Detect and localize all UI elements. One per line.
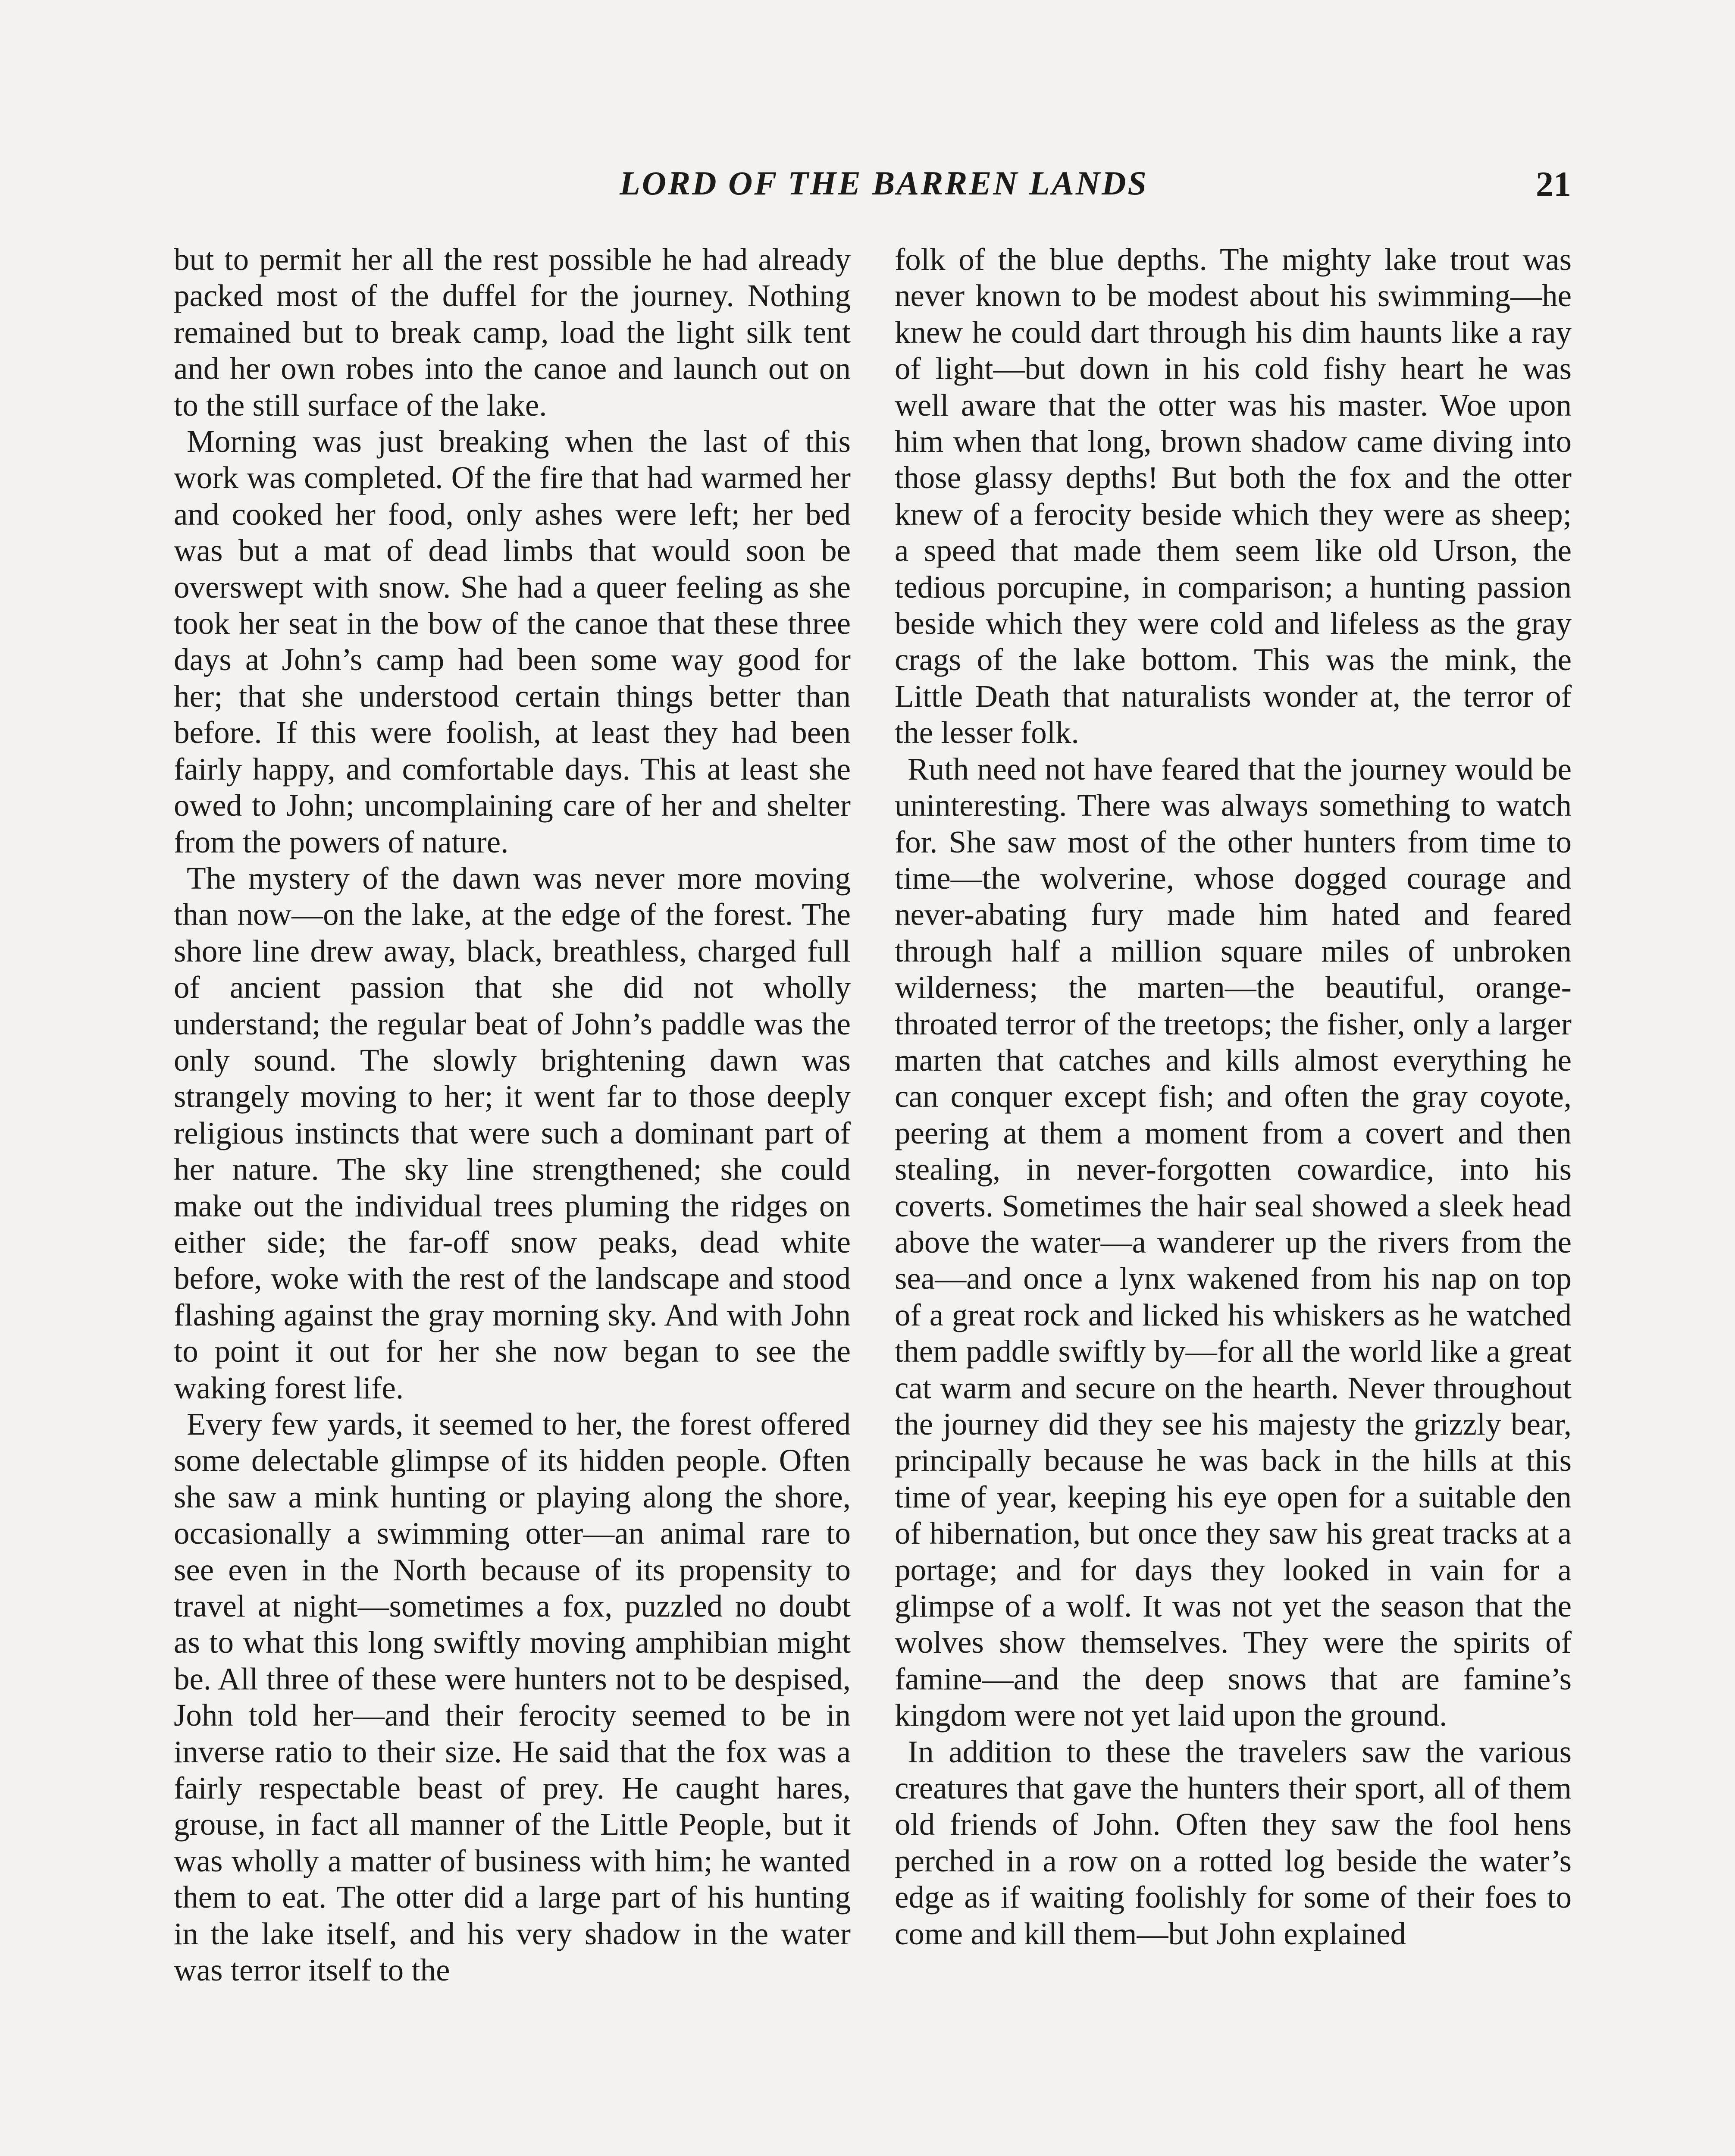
paragraph: but to permit her all the rest possible he had already packed most of the duffel for the journey. Nothing remained but to break camp, load the light silk tent and her own robes into the canoe and launch out on to the still surface of the lake. xyxy=(174,242,851,423)
paragraph: Ruth need not have feared that the journey would be uninteresting. There was always something to watch for. She saw most of the other hunters from time to time—the wolverine, whose dogged courage and never-abating fury made him hated and feared through half a million square miles of unbroken wilderness; the marten—the beautiful, orange-throated terror of the treetops; the fisher, only a larger marten that catches and kills almost everything he can conquer except fish; and often the gray coyote, peering at them a moment from a covert and then stealing, in never-forgotten cowardice, into his coverts. Sometimes the hair seal showed a sleek head above the water—a wanderer up the rivers from the sea—and once a lynx wakened from his nap on top of a great rock and licked his whiskers as he watched them paddle swiftly by—for all the world like a great cat warm and secure on the hearth. Never throughout the journey did they see his majesty the grizzly bear, principally because he was back in the hills at this time of year, keeping his eye open for a suitable den of hibernation, but once they saw his great tracks at a portage; and for days they looked in vain for a glimpse of a wolf. It was not yet the season that the wolves show themselves. They were the spirits of famine—and the deep snows that are famine’s kingdom were not yet laid upon the ground. xyxy=(895,751,1572,1733)
paragraph: The mystery of the dawn was never more moving than now—on the lake, at the edge of the forest. The shore line drew away, black, breathless, charged full of ancient passion that she did not wholly understand; the regular beat of John’s paddle was the only sound. The slowly brightening dawn was strangely moving to her; it went far to those deeply religious instincts that were such a dominant part of her nature. The sky line strengthened; she could make out the individual trees pluming the ridges on either side; the far-off snow peaks, dead white before, woke with the rest of the landscape and stood flashing against the gray morning sky. And with John to point it out for her she now began to see the waking forest life. xyxy=(174,860,851,1405)
paragraph: folk of the blue depths. The mighty lake trout was never known to be modest about his swimming—he knew he could dart through his dim haunts like a ray of light—but down in his cold fishy heart he was well aware that the otter was his master. Woe upon him when that long, brown shadow came diving into those glassy depths! But both the fox and the otter knew of a ferocity beside which they were as sheep; a speed that made them seem like old Urson, the tedious porcupine, in comparison; a hunting passion beside which they were cold and lifeless as the gray crags of the lake bottom. This was the mink, the Little Death that naturalists wonder at, the terror of the lesser folk. xyxy=(895,242,1572,750)
left-column xyxy=(174,241,851,1989)
paragraph: Morning was just breaking when the last of this work was completed. Of the fire that had warmed her and cooked her food, only ashes were left; her bed was but a mat of dead limbs that would soon be overswept with snow. She had a queer feeling as she took her seat in the bow of the canoe that these three days at John’s camp had been some way good for her; that she understood certain things better than before. If this were foolish, at least they had been fairly happy, and comfortable days. This at least she owed to John; uncomplaining care of her and shelter from the powers of nature. xyxy=(174,424,851,859)
paragraph: In addition to these the travelers saw the various creatures that gave the hunters their sport, all of them old friends of John. Often they saw the fool hens perched in a row on a rotted log beside the water’s edge as if waiting foolishly for some of their foes to come and kill them—but John explained xyxy=(895,1734,1572,1951)
page-number: 21 xyxy=(1536,164,1571,204)
right-column xyxy=(895,241,1572,1952)
running-title: LORD OF THE BARREN LANDS xyxy=(620,164,1148,202)
paragraph: Every few yards, it seemed to her, the forest offered some delectable glimpse of its hidden people. Often she saw a mink hunting or playing along the shore, occasionally a swimming otter—an animal rare to see even in the North because of its propensity to travel at night—sometimes a fox, puzzled no doubt as to what this long swiftly moving amphibian might be. All three of these were hunters not to be despised, John told her—and their ferocity seemed to be in inverse ratio to their size. He said that the fox was a fairly respectable beast of prey. He caught hares, grouse, in fact all manner of the Little People, but it was wholly a matter of business with him; he wanted them to eat. The otter did a large part of his hunting in the lake itself, and his very shadow in the water was terror itself to the xyxy=(174,1407,851,1988)
